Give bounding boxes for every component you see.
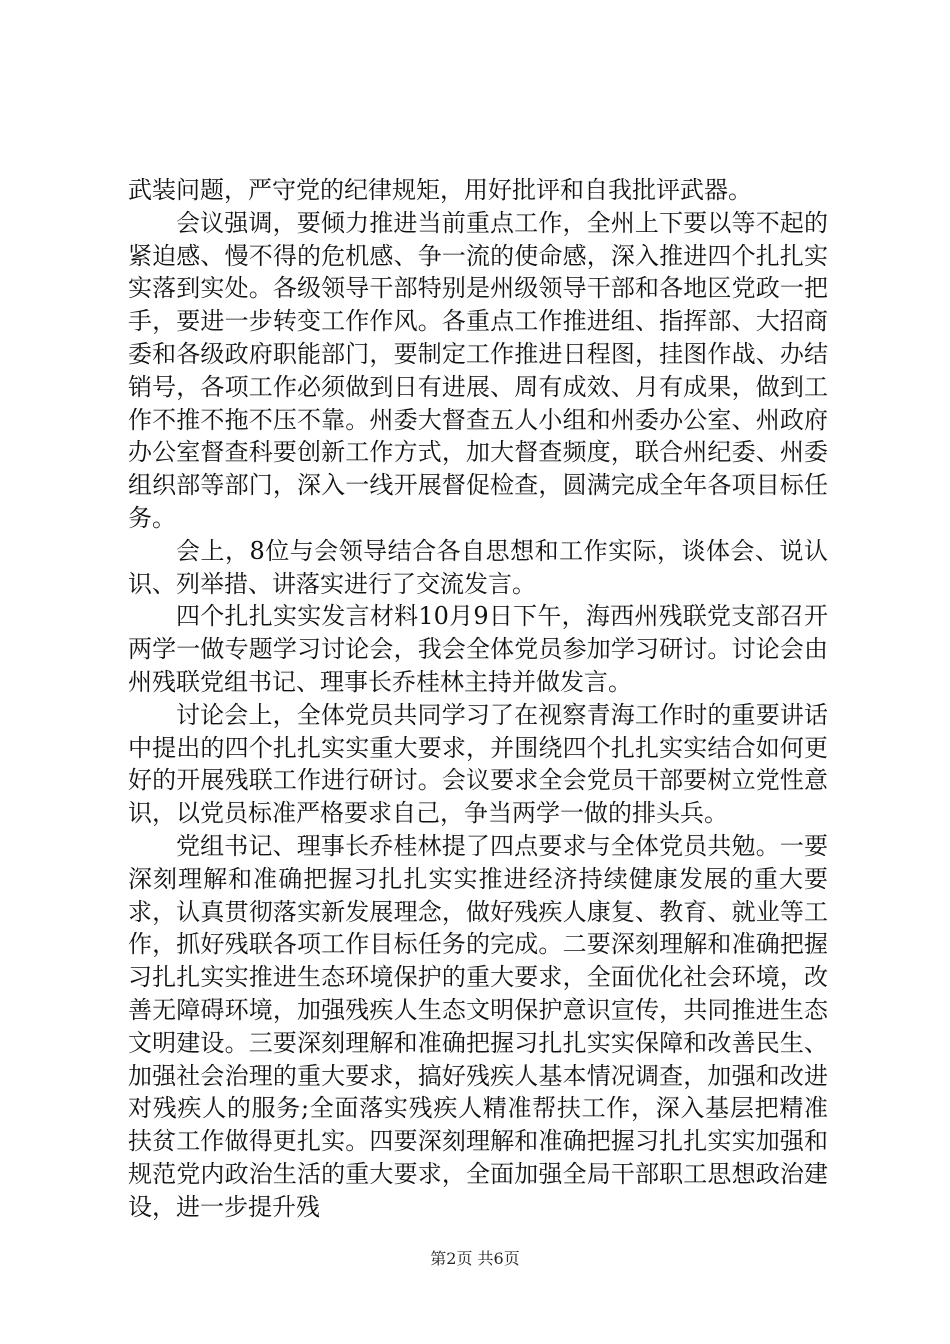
paragraph-four-requirements: 党组书记、理事长乔桂林提了四点要求与全体党员共勉。一要深刻理解和准确把握习扎扎实实推进经济持续健康发展的重大要求，认真贯彻落实新发展理念，做好残疾人康复、教育、就业等工作，抓好残联各项工作目标任务的完成。二要深刻理解和准确把握习扎扎实实推进生态环境保护的重大要求，全面优化社会环境，改善无障碍环境，加强残疾人生态文明保护意识宣传，共同推进生态文明建设。三要深刻理解和准确把握习扎扎实实保障和改善民生、加强社会治理的重大要求，搞好残疾人基本情况调查，加强和改进对残疾人的服务;全面落实残疾人精准帮扶工作，深入基层把精准扶贫工作做得更扎实。四要深刻理解和准确把握习扎扎实实加强和规范党内政治生活的重大要求，全面加强全局干部职工思想政治建设，进一步提升残	[128, 831, 828, 1221]
paragraph-continued: 武装问题，严守党的纪律规矩，用好批评和自我批评武器。	[128, 176, 752, 204]
paragraph-discussion-content: 讨论会上，全体党员共同学习了在视察青海工作时的重要讲话中提出的四个扎扎实实重大要求，并围绕四个扎扎实实结合如何更好的开展残联工作进行研讨。会议要求全会党员干部要树立党性意识，以党员标准严格要求自己，争当两学一做的排头兵。	[128, 700, 828, 828]
paragraph-discussion-meeting: 四个扎扎实实发言材料10月9日下午，海西州残联党支部召开两学一做专题学习讨论会，我会全体党员参加学习研讨。讨论会由州残联党组书记、理事长乔桂林主持并做发言。	[128, 602, 828, 696]
paragraph-leader-speeches: 会上，8位与会领导结合各自思想和工作实际，谈体会、说认识、列举措、讲落实进行了交流发言。	[128, 536, 828, 598]
document-body	[128, 174, 828, 1224]
page-number-footer: 第2页 共6页	[430, 1249, 520, 1268]
paragraph-meeting-emphasis: 会议强调，要倾力推进当前重点工作，全州上下要以等不起的紧迫感、慢不得的危机感、争一流的使命感，深入推进四个扎扎实实落到实处。各级领导干部特别是州级领导干部和各地区党政一把手，要进一步转变工作作风。各重点工作推进组、指挥部、大招商委和各级政府职能部门，要制定工作推进日程图，挂图作战、办结销号，各项工作必须做到日有进展、周有成效、月有成果，做到工作不推不拖不压不靠。州委大督查五人小组和州委办公室、州政府办公室督查科要创新工作方式，加大督查频度，联合州纪委、州委组织部等部门，深入一线开展督促检查，圆满完成全年各项目标任务。	[128, 208, 828, 532]
